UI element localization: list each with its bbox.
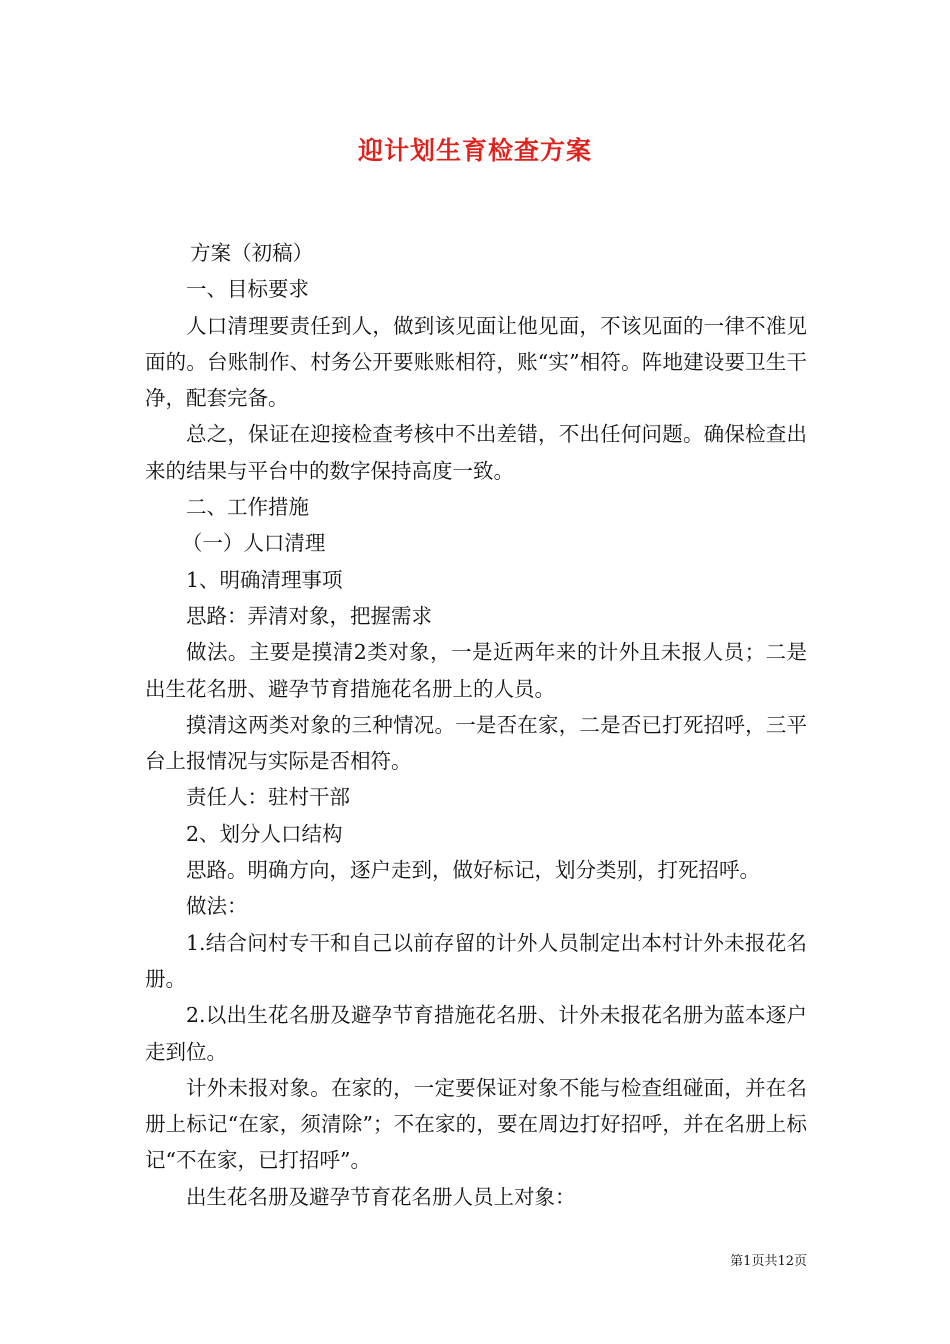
heading-goals: 一、目标要求 <box>186 277 309 302</box>
subheading-population-cleanup: （一）人口清理 <box>181 531 326 556</box>
paragraph-responsible-person: 责任人：驻村干部 <box>186 785 350 810</box>
paragraph-three-situations: 摸清这两类对象的三种情况。一是否在家，二是否已打死招呼，三平台上报情况与实际是否相符。 <box>145 712 807 774</box>
item-divide-population-structure: 2、划分人口结构 <box>186 821 343 846</box>
page-number-footer: 第1页共12页 <box>730 1254 807 1269</box>
paragraph-method-1: 做法。主要是摸清2类对象，一是近两年来的计外且未报人员；二是出生花名册、避孕节育措施花名册上的人员。 <box>145 640 807 701</box>
paragraph-roster-targets: 出生花名册及避孕节育花名册人员上对象： <box>186 1184 576 1209</box>
paragraph-method-label: 做法： <box>186 894 248 919</box>
paragraph-method-step-1: 1.结合问村专干和自己以前存留的计外人员制定出本村计外未报花名册。 <box>145 930 807 991</box>
paragraph-method-step-2: 2.以出生花名册及避孕节育措施花名册、计外未报花名册为蓝本逐户走到位。 <box>145 1003 807 1064</box>
document-title: 迎计划生育检查方案 <box>357 136 592 165</box>
paragraph-population-cleanup-requirements: 人口清理要责任到人，做到该见面让他见面，不该见面的一律不准见面的。台账制作、村务公开要账账相符，账“实”相符。阵地建设要卫生干净，配套完备。 <box>145 313 807 411</box>
paragraph-summary: 总之，保证在迎接检查考核中不出差错，不出任何问题。确保检查出来的结果与平台中的数字保持高度一致。 <box>145 422 807 483</box>
document-body <box>145 235 807 1215</box>
paragraph-draft-label: 方案（初稿） <box>190 241 314 265</box>
heading-work-measures: 二、工作措施 <box>186 495 309 520</box>
paragraph-approach-2: 思路。明确方向，逐户走到，做好标记，划分类别，打死招呼。 <box>186 858 760 883</box>
paragraph-approach-1: 思路：弄清对象，把握需求 <box>186 603 432 628</box>
item-clarify-cleanup-matters: 1、明确清理事项 <box>186 567 343 592</box>
paragraph-unreported-targets: 计外未报对象。在家的，一定要保证对象不能与检查组碰面，并在名册上标记“在家，须清除”；不在家的，要在周边打好招呼，并在名册上标记“不在家，已打招呼”。 <box>145 1075 807 1173</box>
